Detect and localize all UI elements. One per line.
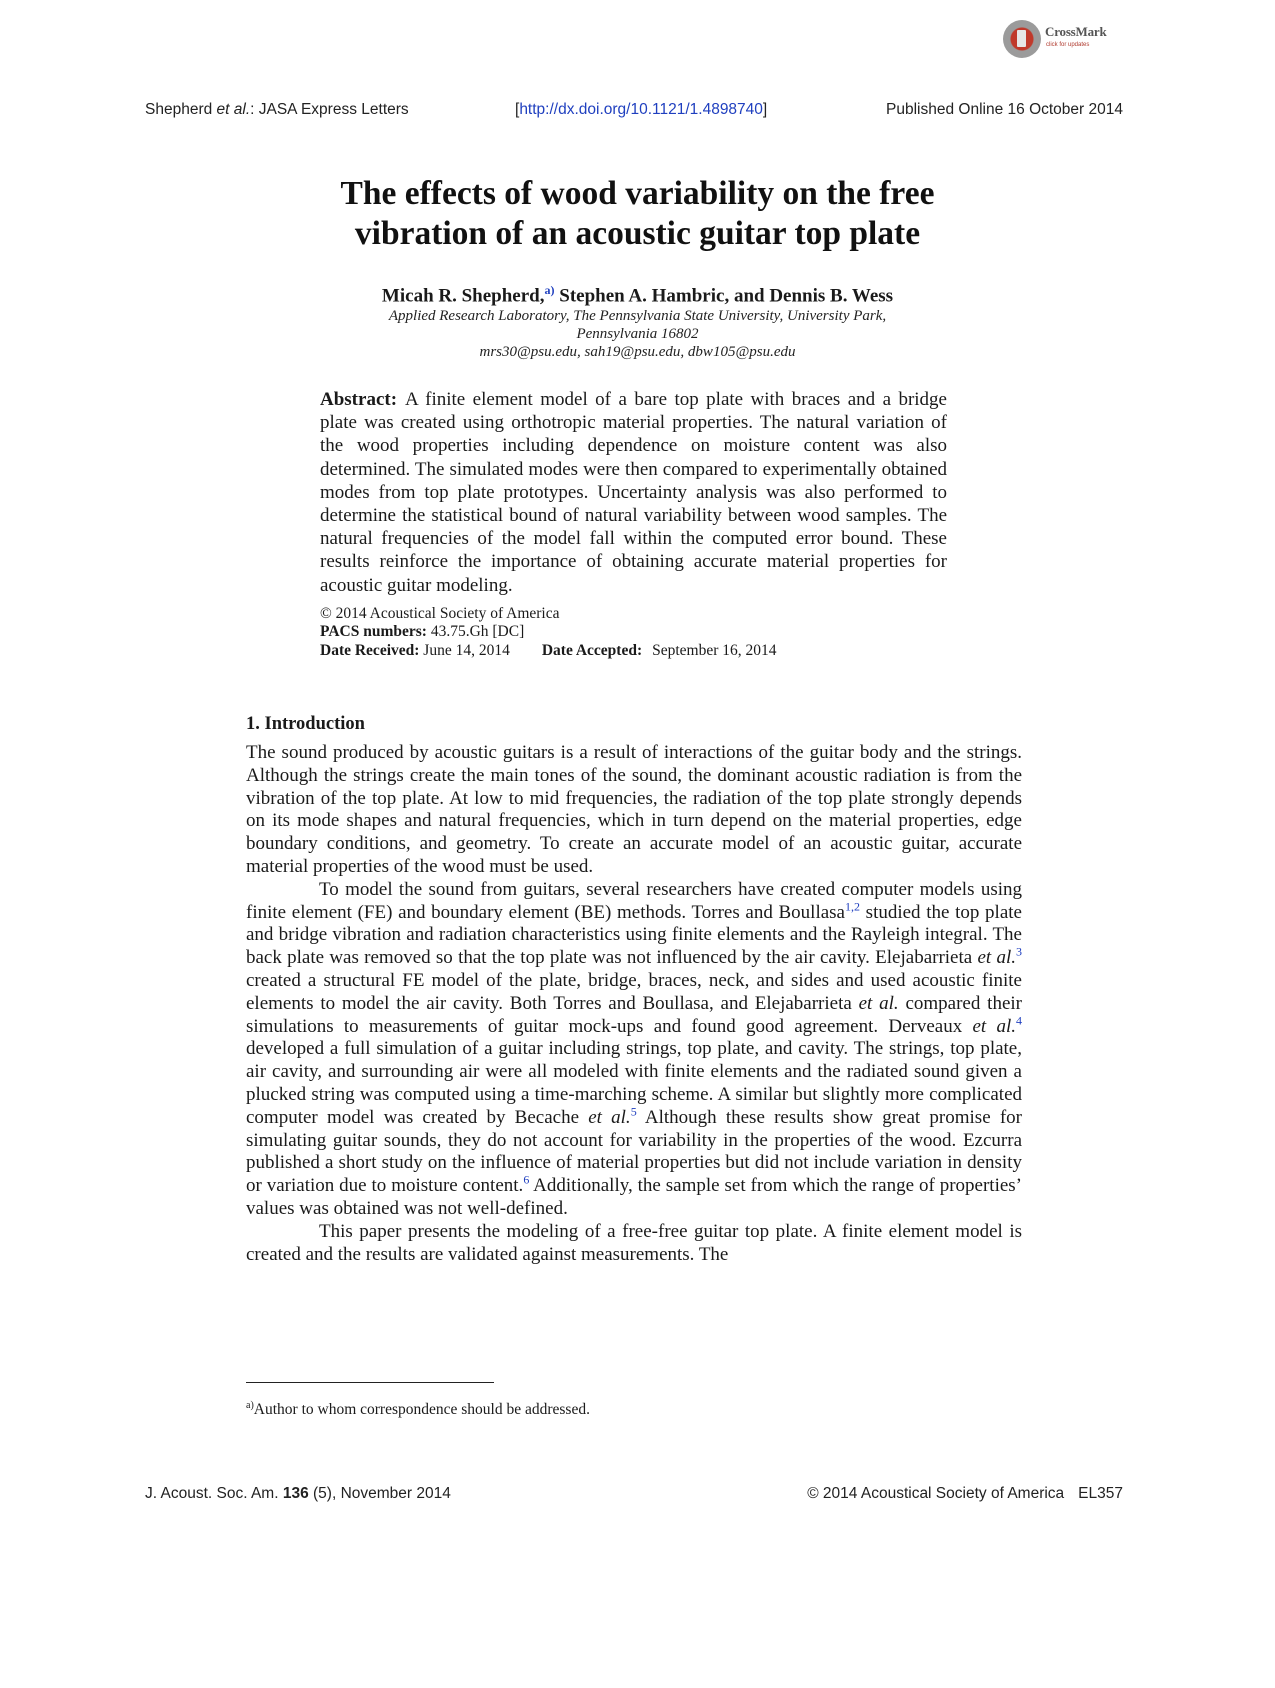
citation-4[interactable]: 4	[1015, 1013, 1022, 1028]
intro-paragraph-3: This paper presents the modeling of a free-free guitar top plate. A finite element model is created and the results are validated against measurements. The	[246, 1220, 1022, 1265]
footer-right	[807, 1485, 1123, 1503]
title-line-1: The effects of wood variability on the free	[340, 175, 935, 212]
abstract-label: Abstract:	[320, 389, 398, 410]
p2-text-g: Additionally, the sample set from which the range of properties’ values was obtained was not well-defined.	[246, 1175, 1022, 1219]
footnote	[246, 1400, 590, 1419]
p2-text-c: created a structural FE model of the plate, bridge, braces, neck, and sides and used acoustic finite elements to model the air cavity. Both Torres and Boullasa, and Elejabarrieta	[246, 969, 1022, 1014]
paper-title	[200, 174, 1075, 254]
citation-1-2[interactable]: 1,2	[845, 899, 860, 914]
body-column	[246, 712, 1022, 1266]
etal: et al.	[972, 1015, 1016, 1037]
header-author: Shepherd	[145, 101, 217, 118]
abstract-body: A finite element model of a bare top plate with braces and a bridge plate was created using orthotropic material properties. The natural variation of the wood properties including dependence on moisture content was also determined. The simulated modes were then compared to experimentally obtained modes from top plate prototypes. Uncertainty analysis was also performed to determine the statistical bound of natural variability between wood samples. The natural frequencies of the model fall within the computed error bound. These results reinforce the importance of obtaining accurate material properties for acoustic guitar modeling.	[320, 389, 947, 596]
header-doi	[515, 101, 767, 119]
title-line-2: vibration of an acoustic guitar top plate	[354, 215, 921, 252]
p2-text-f: Although these results show great promise for simulating guitar sounds, they do not account for variability in the properties of the wood. Ezcurra published a short study on the influence of material properties but did not include variation in density or variation due to moisture content.	[246, 1106, 1022, 1197]
accepted-value: September 16, 2014	[652, 641, 777, 659]
intro-paragraph-1: The sound produced by acoustic guitars is a result of interactions of the guitar body and the strings. Although the strings create the main tones of the sound, the dominant acoustic radiation is from the vibration of the top plate. At low to mid frequencies, the radiation of the top plate strongly depends on its mode shapes and natural frequencies, which in turn depend on the material properties, edge boundary conditions, and geometry. To create an accurate model of an acoustic guitar, accurate material properties of the wood must be used.	[246, 742, 1022, 877]
footer-journal: J. Acoust. Soc. Am.	[145, 1485, 283, 1502]
footnote-mark: a)	[246, 1400, 254, 1411]
running-header	[145, 101, 1123, 123]
abstract-block	[320, 388, 947, 660]
p2-text-d: compared their simulations to measurements of guitar mock-ups and found good agreement. Derveaux	[246, 992, 1022, 1037]
received-label: Date Received:	[320, 641, 420, 659]
doi-open-bracket: [	[515, 101, 520, 118]
page-number: EL357	[1078, 1485, 1123, 1502]
author-first: Micah R. Shepherd,	[381, 285, 545, 307]
pacs-line	[320, 623, 947, 642]
pacs-value: 43.75.Gh [DC]	[426, 623, 525, 641]
author-emails: mrs30@psu.edu, sah19@psu.edu, dbw105@psu.edu	[479, 344, 796, 361]
abstract-copyright: © 2014 Acoustical Society of America	[320, 604, 560, 622]
received-value: June 14, 2014	[419, 641, 510, 659]
abstract	[320, 388, 947, 597]
crossmark-logo[interactable]	[1003, 18, 1113, 64]
citation-5[interactable]: 5	[630, 1104, 637, 1119]
crossmark-label: CrossMark	[1045, 24, 1107, 39]
crossmark-sublabel: click for updates	[1046, 42, 1090, 48]
title-block	[200, 174, 1075, 361]
footnote-divider	[246, 1382, 494, 1383]
citation-3[interactable]: 3	[1016, 944, 1022, 959]
pacs-label: PACS numbers:	[320, 623, 427, 641]
header-citation	[145, 101, 409, 119]
etal: et al.	[588, 1106, 631, 1128]
author-list	[200, 279, 1075, 307]
header-published: Published Online 16 October 2014	[886, 101, 1123, 118]
footer-issue: (5), November 2014	[308, 1485, 451, 1502]
footer-citation	[145, 1485, 451, 1503]
etal: et al.	[858, 992, 899, 1014]
header-journal: : JASA Express Letters	[250, 101, 409, 118]
author-rest: Stephen A. Hambric, and Dennis B. Wess	[554, 285, 894, 307]
footnote-text: Author to whom correspondence should be addressed.	[253, 1401, 590, 1419]
doi-link[interactable]: http://dx.doi.org/10.1121/1.4898740	[519, 101, 763, 118]
footer-copyright: © 2014 Acoustical Society of America	[807, 1485, 1065, 1502]
section-heading-introduction: 1. Introduction	[246, 714, 365, 734]
affiliation-line-1: Applied Research Laboratory, The Pennsylvania State University, University Park,	[388, 308, 887, 325]
p2-text-b: studied the top plate and bridge vibration and radiation characteristics using finite elements and the Rayleigh integral. The back plate was removed so that the top plate was not influenced by the air cavity. Elejabarrieta	[246, 901, 1022, 969]
author-footnote-mark[interactable]: a)	[544, 283, 555, 297]
doi-close-bracket: ]	[762, 101, 768, 118]
affiliation-line-2: Pennsylvania 16802	[576, 326, 699, 343]
citation-6[interactable]: 6	[523, 1172, 530, 1187]
accepted-label: Date Accepted:	[541, 641, 643, 659]
p2-text-e: developed a full simulation of a guitar including strings, top plate, and cavity. The strings, top plate, air cavity, and surrounding air were all modeled with finite elements and the radiated sound given a plucked string was computed using a time-marching scheme. A similar but slightly more complicated computer model was created by Becache	[246, 1038, 1022, 1128]
dates-line	[320, 642, 947, 661]
footer-volume: 136	[282, 1485, 309, 1502]
intro-paragraph-2	[246, 879, 1022, 1221]
p2-text-a: To model the sound from guitars, several researchers have created computer models using finite element (FE) and boundary element (BE) methods. Torres and Boullasa	[246, 878, 1022, 923]
crossmark-icon	[1003, 20, 1041, 58]
etal: et al.	[977, 947, 1016, 969]
header-etal: et al.	[216, 101, 251, 118]
